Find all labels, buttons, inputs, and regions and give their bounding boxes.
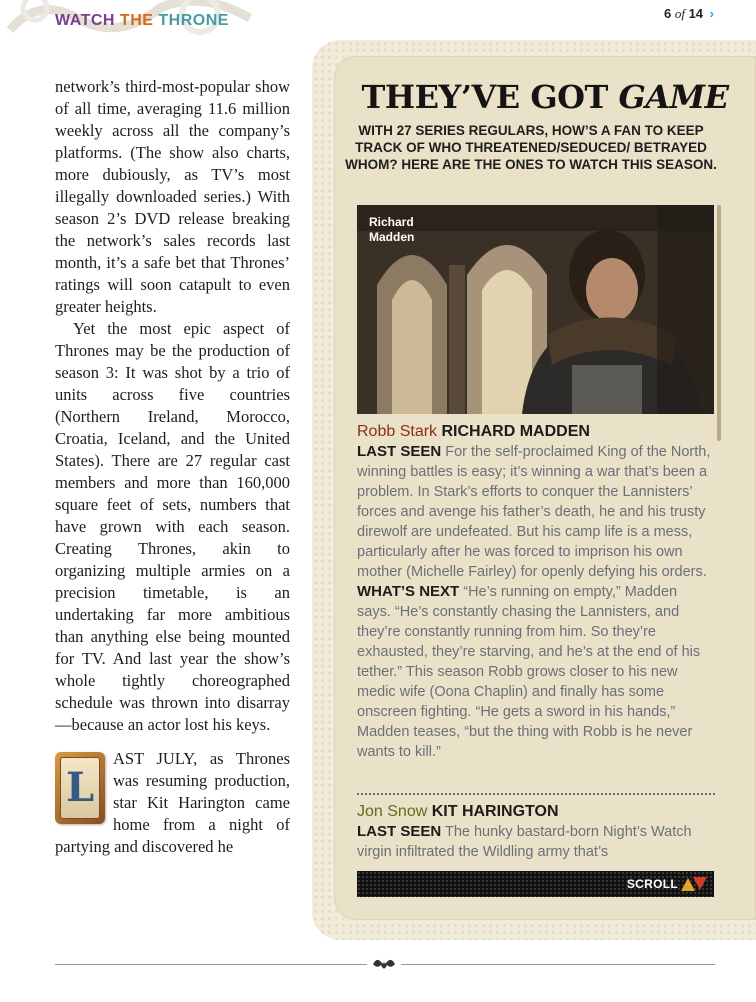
sidebar-title-main: THEY’VE GOT [361, 78, 619, 116]
article-paragraph-2: Yet the most epic aspect of Thrones may be the production of season 3: It was shot by a trio of units across five countries (Northern Ireland, Morocco, Croatia, Iceland, and the United States). There are 27 regular cast members and more than 160,000 square feet of sets, numbers that have grown with each season. Creating Thrones, akin to organizing multiple armies on a precision timetable, is an undertaking far more ambitious than anything else being mounted for TV. And last year the show’s whole tightly choreographed schedule was thrown into disarray—because an actor lost his keys. [55, 319, 290, 734]
last-seen-text: For the self-proclaimed King of the North, winning battles is easy; it’s winning a war that’s been a problem. In Stark’s efforts to conquer the Lannisters’ forces and avenge his father’s death, he and his trusty direwolf are undefeated. But his camp life is a mess, particularly after he was forced to imprison his own mother (Michelle Fairley) for openly defying his orders. [357, 444, 711, 580]
page-of: of [674, 6, 685, 21]
sidebar-title [334, 78, 756, 116]
last-seen-label: LAST SEEN [357, 823, 442, 840]
character-name: Robb Stark [357, 423, 438, 440]
article-paragraph-1: network’s third-most-popular show of all time, averaging 11.6 million weekly across all the company’s platforms. (The show also charts, more dubiously, as TV’s most illegally downloaded series.) With season 2’s DVD release breaking the network’s sales records last month, it’s a safe bet that Thrones’ ratings will soon catapult to even greater heights. [55, 77, 290, 316]
entry-heading [357, 802, 712, 822]
drop-cap-badge [55, 752, 105, 824]
entry-whats-next [357, 582, 712, 762]
article-body [55, 76, 290, 858]
section-title [55, 12, 229, 30]
sidebar-subtitle: WITH 27 SERIES REGULARS, HOW’S A FAN TO KEEP TRACK OF WHO THREATENED/SEDUCED/ BETRAYED WHOM? HERE ARE THE ONES TO WATCH THIS SEASON. [345, 123, 717, 172]
section-title-word-3: THRONE [158, 12, 229, 29]
page-indicator[interactable] [664, 6, 714, 22]
character-entry [357, 802, 712, 861]
last-seen-text: The hunky bastard-born Night’s Watch virgin infiltrated the Wildling army that’s [357, 824, 692, 860]
section-title-word-2: THE [119, 12, 154, 29]
scroll-up-down-icon[interactable] [680, 876, 708, 892]
photo-caption-line-1: Richard [369, 215, 414, 229]
photo-caption-line-2: Madden [369, 230, 415, 244]
footer-rule-right [401, 964, 715, 965]
entry-last-seen [357, 822, 712, 861]
character-entry [357, 422, 712, 762]
actor-name: RICHARD MADDEN [441, 423, 590, 440]
scroll-control-bar[interactable] [357, 871, 714, 897]
article-paragraph-3: AST JULY, as Thrones was resuming production, star Kit Harington came home from a night of partying and discovered he [55, 749, 290, 856]
whats-next-label: WHAT’S NEXT [357, 583, 460, 600]
photo-caption [369, 215, 414, 245]
sidebar-scroll-area[interactable] [357, 205, 715, 861]
section-title-word-1: WATCH [55, 12, 115, 29]
sidebar-title-italic: GAME [618, 78, 729, 116]
entry-heading [357, 422, 712, 442]
fleuron-ornament-icon [371, 955, 397, 973]
drop-cap-letter: L [60, 757, 100, 819]
page-total: 14 [688, 6, 704, 21]
page-current: 6 [663, 6, 672, 21]
entry-divider [357, 793, 715, 795]
sidebar-scrollbar[interactable] [717, 205, 721, 441]
actor-name: KIT HARINGTON [431, 803, 559, 820]
footer-rule-left [55, 964, 367, 965]
entry-last-seen [357, 442, 712, 582]
chevron-right-icon[interactable]: › [709, 6, 714, 21]
character-name: Jon Snow [357, 803, 428, 820]
article-paragraph-3-wrap [55, 748, 290, 858]
robb-stark-photo [357, 205, 714, 414]
whats-next-text: “He’s running on empty,” Madden says. “He’s constantly chasing the Lannisters, and they’re constantly running from him. So they’re exhausted, they’re starving, and he’s at the end of his tether.” This season Robb grows closer to his new medic wife (Oona Chaplin) and finally has some onscreen fighting. “He gets a sword in his hands,” Madden teases, “but the thing with Robb is he never wants to kill.” [357, 584, 701, 760]
last-seen-label: LAST SEEN [357, 443, 442, 460]
scroll-label: SCROLL [626, 877, 678, 891]
